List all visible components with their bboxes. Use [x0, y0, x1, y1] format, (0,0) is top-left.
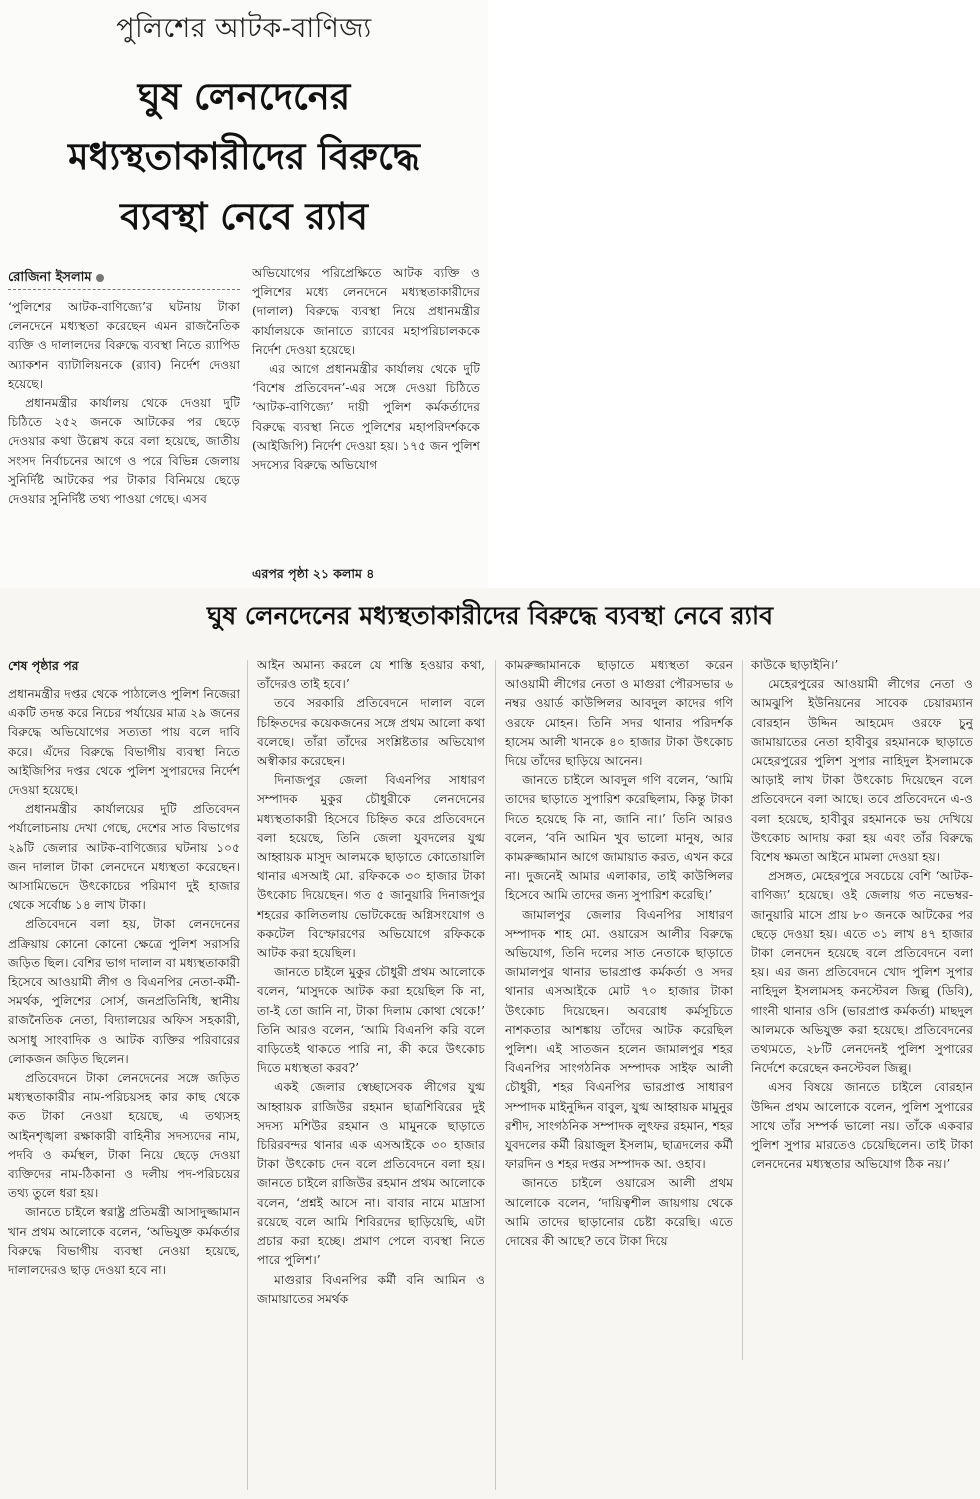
- paragraph: আইন অমান্য করলে যে শাস্তি হওয়ার কথা, তাঁদেরও তাই হবে।’: [257, 658, 485, 692]
- column-divider: [495, 660, 496, 1490]
- paragraph: প্রসঙ্গত, মেহেরপুরে সবচেয়ে বেশি ‘আটক-বাণিজ্য’ হয়েছে। ওই জেলায় গত নভেম্বর-জানুয়ারি মাসে প্রায় ৮০ জনকে আটকের পর ছেড়ে দেওয়া হয়। এতে ৩১ লাখ ৪৭ হাজার টাকা লেনদেন হয়েছে বলে প্রতিবেদনে বলা হয়। এর জন্য প্রতিবেদনে খোদ পুলিশ সুপার নাহিদুল ইসলামসহ কনস্টেবল জিল্লু (ডিবি), গাংনী থানার ওসি (ভারপ্রাপ্ত কর্মকর্তা) মাছদুল আলমকে অভিযুক্ত করা হয়েছে। প্রতিবেদনের তথ্যমতে, ২৮টি লেনদেনই পুলিশ সুপারের নির্দেশে করেছেন কনস্টেবল জিল্লু।: [751, 869, 973, 1076]
- column-divider: [247, 660, 248, 1490]
- paragraph: প্রধানমন্ত্রীর কার্যালয়ের দুটি প্রতিবেদন পর্যালোচনায় দেখা গেছে, দেশের সাত বিভাগের ২৯টি জেলার আটক-বাণিজ্যের ঘটনায় ১০৫ জন দালাল টাকা লেনদেনে মধ্যস্থতা করেছেন। আসামিভেদে উৎকোচের পরিমাণ দুই হাজার থেকে সর্বোচ্চ ১৪ লাখ টাকা।: [8, 802, 240, 913]
- paragraph: জানতে চাইলে মুকুর চৌধুরী প্রথম আলোকে বলেন, ‘মাসুদকে আটক করা হয়েছিল কি না, তা-ই তো জানি না, টাকা দিলাম কোথা থেকে!’ তিনি আরও বলেন, ‘আমি বিএনপি করি বলে বাড়িতেই থাকতে পারি না, কী করে উৎকোচ দিতে মধ্যস্থতা করব?’: [257, 965, 485, 1076]
- paragraph: জানতে চাইলে ওয়ারেস আলী প্রথম আলোকে বলেন, ‘দায়িত্বশীল জায়গায় থেকে আমি তাদের ছাড়ানোর চেষ্টা করেছি। এতে দোষের কী আছে? তবে টাকা দিয়ে: [505, 1176, 733, 1249]
- continuation-jump: এরপর পৃষ্ঠা ২১ কলাম ৪: [252, 566, 375, 581]
- byline: [8, 268, 240, 289]
- paragraph: অভিযোগের পরিপ্রেক্ষিতে আটক ব্যক্তি ও পুলিশের মধ্যে লেনদেনে মধ্যস্থতাকারীদের (দালাল) বিরুদ্ধে ব্যবস্থা নিয়ে প্রধানমন্ত্রীর কার্যালয়কে জানাতে র‍্যাবের মহাপরিচালককে নির্দেশ দেওয়া হয়েছে।: [252, 266, 480, 357]
- paragraph: কাউকে ছাড়াইনি।’: [751, 658, 839, 672]
- blank-area: [488, 0, 980, 588]
- paragraph: প্রধানমন্ত্রীর দপ্তর থেকে পাঠালেও পুলিশ নিজেরা একটি তদন্ত করে নিচের পর্যায়ের মাত্র ২৯ জনের বিরুদ্ধে অভিযোগের সত্যতা পায় বলে দাবি করে। এঁদের বিরুদ্ধে বিভাগীয় ব্যবস্থা নিতে আইজিপির দপ্তর থেকে পুলিশ সুপারদের নির্দেশ দেওয়া হয়েছে।: [8, 687, 240, 798]
- paragraph: এসব বিষয়ে জানতে চাইলে বোরহান উদ্দিন প্রথম আলোকে বলেন, পুলিশ সুপারের সাথে তাঁর সম্পর্ক ভালো নয়। তাঁকে একবার পুলিশ সুপার মারতেও চেয়েছিলেন। তাই টাকা লেনদেনের মধ্যস্থতার অভিযোগ ঠিক নয়।’: [751, 1080, 973, 1172]
- paragraph: জানতে চাইলে আবদুল গণি বলেন, ‘আমি তাদের ছাড়াতে সুপারিশ করেছিলাম, কিন্তু টাকা দিতে হয়েছে কি না, জানি না।’ তিনি আরও বলেন, ‘বনি আমিন খুব ভালো মানুষ, আর কামরুজ্জামান আগে জামায়াত করত, এখন করে না। দুজনেই আমার এলাকার, তাই কাউন্সিলর হিসেবে আমি তাদের জন্য সুপারিশ করেছি।’: [505, 773, 733, 903]
- headline-line: ঘুষ লেনদেনের: [137, 74, 351, 118]
- author-name: রোজিনা ইসলাম: [8, 270, 92, 285]
- paragraph: প্রতিবেদনে টাকা লেনদেনের সঙ্গে জড়িত মধ্যস্থতাকারীর নাম-পরিচয়সহ কার কাছ থেকে কত টাকা নেওয়া হয়েছে, এ তথ্যসহ আইনশৃঙ্খলা রক্ষাকারী বাহিনীর সদস্যদের নাম, পদবি ও কর্মস্থল, টাকা নিয়ে ছেড়ে দেওয়া ব্যক্তিদের নাম-ঠিকানা ও দলীয় পদ-পরিচয়ের তথ্য তুলে ধরা হয়।: [8, 1071, 240, 1201]
- continued-column-3: [505, 656, 733, 1492]
- paragraph: জামালপুর জেলার বিএনপির সাধারণ সম্পাদক শাহ মো. ওয়ারেস আলীর বিরুদ্ধে অভিযোগ, তিনি দলের সাত নেতাকে ছাড়াতে জামালপুর থানার ভারপ্রাপ্ত কর্মকর্তা ও সদর থানার এসআইকে মোট ৭০ হাজার টাকা উৎকোচ দিয়েছেন। অবরোধ কর্মসূচিতে নাশকতার আশঙ্কায় তাঁদের আটক করেছিল পুলিশ। এই সাতজন হলেন জামালপুর শহর বিএনপির সাংগঠনিক সম্পাদক সাইফ আলী চৌধুরী, শহর বিএনপির ভারপ্রাপ্ত সাধারণ সম্পাদক মাইনুদ্দিন বাবুল, যুগ্ম আহ্বায়ক মামুনুর রশীদ, সাংগঠনিক সম্পাদক লুৎফর রহমান, শহর যুবদলের কর্মী রিয়াজুল ইসলাম, ছাত্রদলের কর্মী ফারদিন ও শহর দপ্তর সম্পাদক আ. ওহাব।: [505, 907, 733, 1172]
- paragraph: মাগুরার বিএনপির কর্মী বনি আমিন ও জামায়াতের সমর্থক: [257, 1272, 485, 1306]
- continued-column-2: [257, 656, 485, 1492]
- byline-divider: [8, 289, 240, 290]
- paragraph: তবে সরকারি প্রতিবেদনে দালাল বলে চিহ্নিতদের কয়েকজনের সঙ্গে প্রথম আলো কথা বলেছে। তাঁরা তাঁদের সংশ্লিষ্টতার অভিযোগ অস্বীকার করেছেন।: [257, 696, 485, 769]
- paragraph: কামরুজ্জামানকে ছাড়াতে মধ্যস্থতা করেন আওয়ামী লীগের নেতা ও মাগুরা পৌরসভার ৬ নম্বর ওয়ার্ড কাউন্সিলর আবদুল কাদের গণি ওরফে মোহন। তিনি সদর থানার পরিদর্শক হাসেম আলী খানকে ৪০ হাজার টাকা উৎকোচ দিয়ে তাঁদের ছাড়িয়ে আনেন।: [505, 658, 733, 769]
- continued-from-label: শেষ পৃষ্ঠার পর: [8, 658, 79, 673]
- headline-line: ব্যবস্থা নেবে র‍্যাব: [120, 194, 368, 238]
- top-article-column-1: [8, 298, 240, 586]
- kicker: পুলিশের আটক-বাণিজ্য: [116, 13, 372, 44]
- continued-headline: ঘুষ লেনদেনের মধ্যস্থতাকারীদের বিরুদ্ধে ব্যবস্থা নেবে র‍্যাব: [206, 601, 773, 630]
- paragraph: জানতে চাইলে স্বরাষ্ট্র প্রতিমন্ত্রী আসাদুজ্জামান খান প্রথম আলোকে বলেন, ‘অভিযুক্ত কর্মকর্তার বিরুদ্ধে বিভাগীয় ব্যবস্থা নেওয়া হয়েছে, দালালদেরও ছাড় দেওয়া হবে না।: [8, 1205, 240, 1278]
- paragraph: দিনাজপুর জেলা বিএনপির সাধারণ সম্পাদক মুকুর চৌধুরীকে লেনদেনের মধ্যস্থতাকারী হিসেবে চিহ্নিত করে প্রতিবেদনে বলা হয়েছে, তিনি জেলা যুবদলের যুগ্ম আহ্বায়ক মাসুদ আলমকে ছাড়াতে কোতোয়ালি থানার এসআই মো. রফিককে ৩০ হাজার টাকা উৎকোচ দিয়েছেন। গত ৫ জানুয়ারি দিনাজপুর শহরের কালিতলায় ভোটকেন্দ্রে অগ্নিসংযোগ ও ককটেল বিস্ফোরণের অভিযোগে রফিককে আটক করা হয়েছিল।: [257, 773, 485, 961]
- bullet-icon: [96, 274, 104, 282]
- headline-line: মধ্যস্থতাকারীদের বিরুদ্ধে: [68, 134, 420, 178]
- main-headline: [0, 66, 488, 246]
- continued-column-4: [751, 656, 973, 1362]
- continued-column-1: [8, 685, 240, 1493]
- top-article-column-2: [252, 264, 480, 564]
- paragraph: ‘পুলিশের আটক-বাণিজ্যে’র ঘটনায় টাকা লেনদেনে মধ্যস্থতা করেছেন এমন রাজনৈতিক ব্যক্তি ও দালালদের বিরুদ্ধে ব্যবস্থা নিতে র‍্যাপিড অ্যাকশন ব্যাটালিয়নকে (র‍্যাব) নির্দেশ দেওয়া হয়েছে।: [8, 300, 240, 391]
- column-divider: [742, 660, 743, 1360]
- paragraph: একই জেলার স্বেচ্ছাসেবক লীগের যুগ্ম আহ্বায়ক রাজিউর রহমান ছাত্রশিবিরের দুই সদস্য মশিউর রহমান ও মামুনকে ছাড়াতে চিরিরবন্দর থানার এক এসআইকে ৩০ হাজার টাকা উৎকোচ দেন বলে প্রতিবেদনে বলা হয়। জানতে চাইলে রাজিউর রহমান প্রথম আলোকে বলেন, ‘প্রশ্নই আসে না। বাবার নামে মাদ্রাসা রয়েছে বলে আমি শিবিরদের ছাড়িয়েছি, এটা প্রচার করা হচ্ছে। প্রমাণ পেলে ব্যবস্থা নিতে পারে পুলিশ।’: [257, 1080, 485, 1268]
- paragraph: প্রতিবেদনে বলা হয়, টাকা লেনদেনের প্রক্রিয়ায় কোনো কোনো ক্ষেত্রে পুলিশ সরাসরি জড়িত ছিল। বেশির ভাগ দালাল বা মধ্যস্থতাকারী হিসেবে আওয়ামী লীগ ও বিএনপির নেতা-কর্মী-সমর্থক, পুলিশের সোর্স, জনপ্রতিনিধি, স্থানীয় রাজনৈতিক নেতা, বিদ্যালয়ের অফিস সহকারী, অসাধু সাংবাদিক ও আটক ব্যক্তির পরিবারের লোকজন জড়িত ছিলেন।: [8, 917, 240, 1066]
- paragraph: মেহেরপুরের আওয়ামী লীগের নেতা ও আমঝুপি ইউনিয়নের সাবেক চেয়ারম্যান বোরহান উদ্দিন আহমেদ ওরফে চুনু জামায়াতের নেতা হাবীবুর রহমানকে ছাড়াতে মেহেরপুরের পুলিশ সুপার নাহিদুল ইসলামকে আড়াই লাখ টাকা উৎকোচ দিয়েছেন বলে প্রতিবেদনে বলা আছে। তবে প্রতিবেদনে এ-ও বলা হয়েছে, হাবীবুর রহমানকে ভয় দেখিয়ে উৎকোচ আদায় করা হয় এবং তাঁর বিরুদ্ধে বিশেষ ক্ষমতা আইনে মামলা দেওয়া হয়।: [751, 677, 973, 865]
- paragraph: এর আগে প্রধানমন্ত্রীর কার্যালয় থেকে দুটি ‘বিশেষ প্রতিবেদন’-এর সঙ্গে দেওয়া চিঠিতে ‘আটক-বাণিজ্যে’ দায়ী পুলিশ কর্মকর্তাদের বিরুদ্ধে ব্যবস্থা নিতে পুলিশের মহাপরিদর্শককে (আইজিপি) নির্দেশ দেওয়া হয়। ১৭৫ জন পুলিশ সদস্যের বিরুদ্ধে অভিযোগ: [252, 362, 480, 473]
- paragraph: প্রধানমন্ত্রীর কার্যালয় থেকে দেওয়া দুটি চিঠিতে ২৫২ জনকে আটকের পর ছেড়ে দেওয়ার কথা উল্লেখ করে বলা হয়েছে, জাতীয় সংসদ নির্বাচনের আগে ও পরে বিভিন্ন জেলায় সুনির্দিষ্ট আটকের পর টাকার বিনিময়ে ছেড়ে দেওয়ার সুনির্দিষ্ট তথ্য পাওয়া গেছে। এসব: [8, 396, 240, 507]
